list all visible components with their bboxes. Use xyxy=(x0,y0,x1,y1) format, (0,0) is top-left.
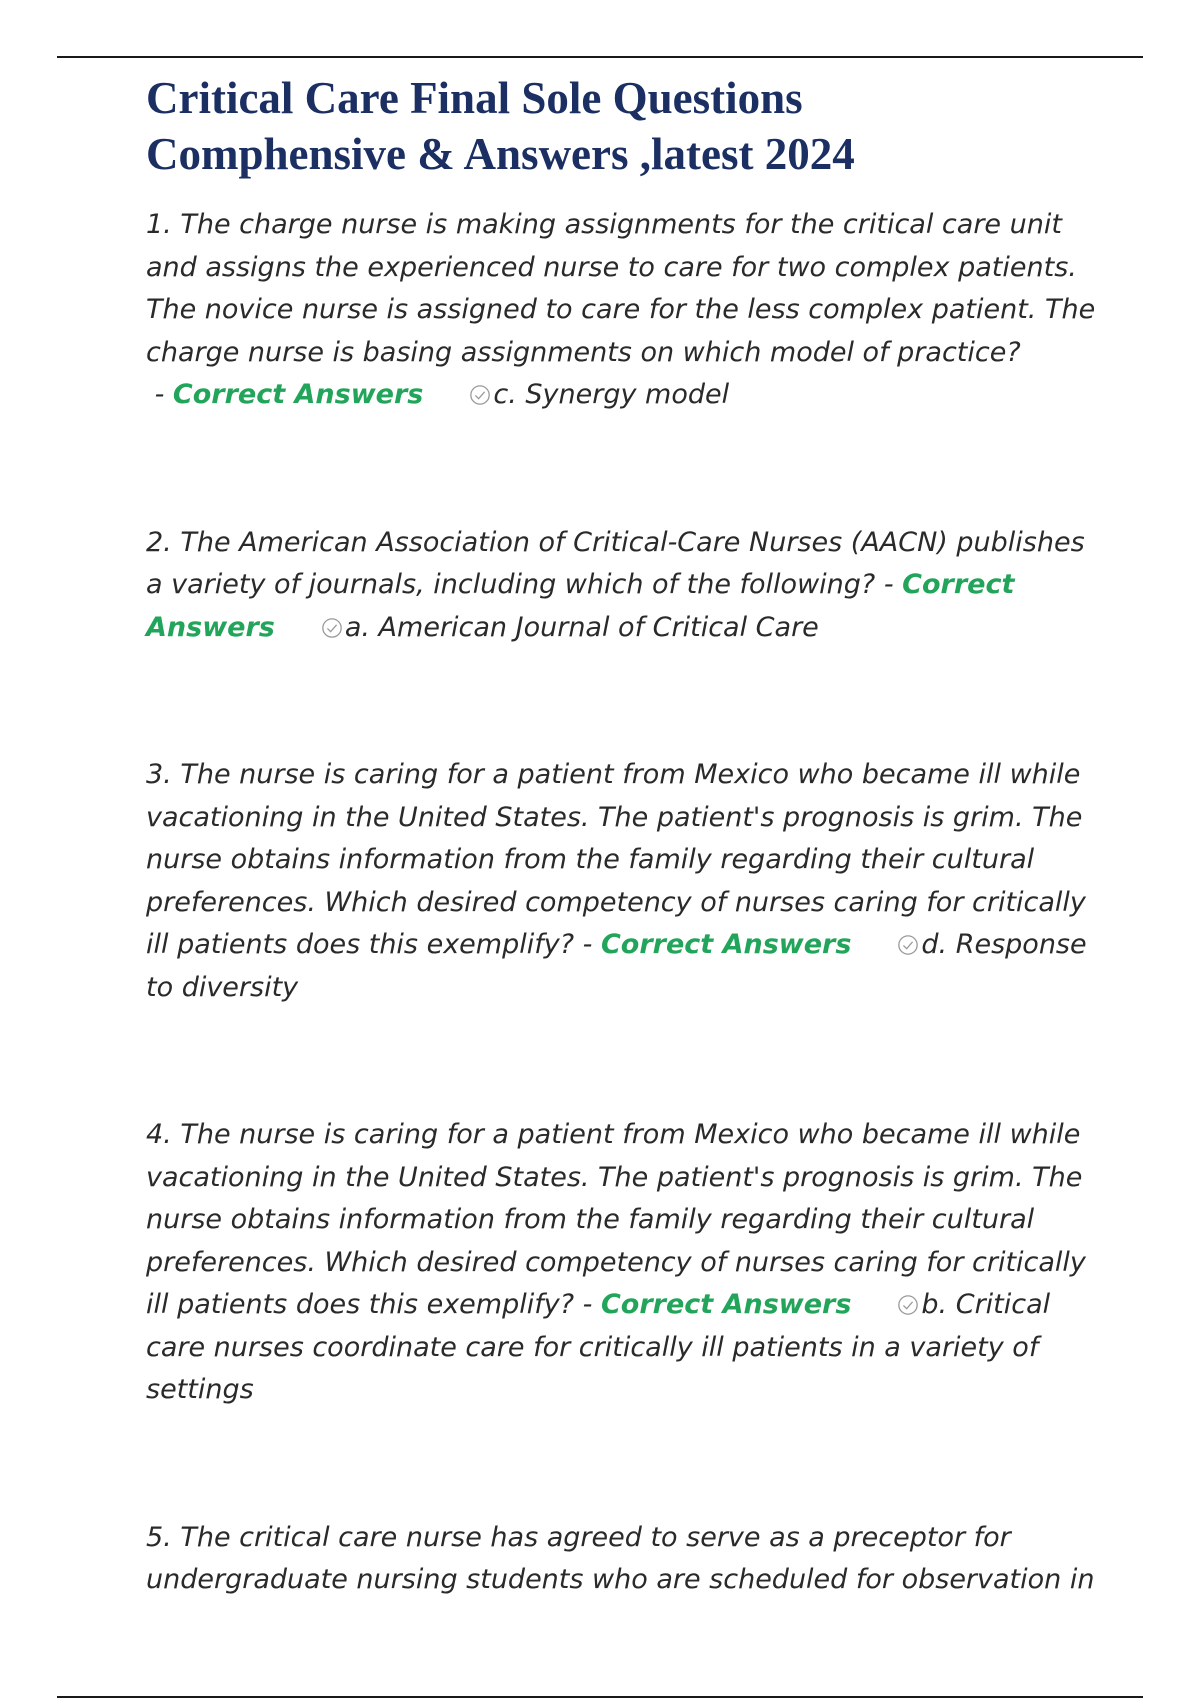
check-circle-icon xyxy=(897,1294,919,1316)
separator: - xyxy=(146,379,173,410)
question-text: 2. The American Association of Critical-Care Nurses (AACN) publishes a variety of journals, including which of the following? xyxy=(146,526,1085,600)
check-circle-icon xyxy=(897,934,919,956)
document-page xyxy=(146,70,1106,1707)
question-item xyxy=(146,1517,1106,1602)
separator: - xyxy=(875,569,903,600)
correct-answers-label: Correct Answers xyxy=(146,569,1015,643)
answer-text: c. Synergy model xyxy=(493,379,730,410)
separator: - xyxy=(574,1289,601,1320)
bottom-rule xyxy=(57,1696,1143,1698)
question-text: 1. The charge nurse is making assignments for the critical care unit and assigns the experienced nurse to care for two complex patients. The novice nurse is assigned to care for the less complex patient. The charge nurse is basing assignments on which model of practice? xyxy=(146,209,1096,368)
correct-answers-label: Correct Answers xyxy=(600,929,852,960)
answer-text: d. Response to diversity xyxy=(146,929,1087,1003)
title-line-2: Comphensive & Answers ,latest 2024 xyxy=(146,129,855,179)
question-text: 4. The nurse is caring for a patient from Mexico who became ill while vacationing in the United States. The patient's prognosis is grim. The nurse obtains information from the family regarding their cultural preferences. Which desired competency of nurses caring for critically ill patients does this exemplify? xyxy=(146,1119,1086,1320)
correct-answers-label: Correct Answers xyxy=(600,1289,852,1320)
answer-text: b. Critical care nurses coordinate care for critically ill patients in a variety of settings xyxy=(146,1289,1051,1405)
check-circle-icon xyxy=(469,384,491,406)
question-item xyxy=(146,522,1106,650)
top-rule xyxy=(57,56,1143,58)
correct-answers-label: Correct Answers xyxy=(172,379,424,410)
question-text: 5. The critical care nurse has agreed to serve as a preceptor for undergraduate nursing students who are scheduled for observation in xyxy=(146,1521,1095,1595)
question-text: 3. The nurse is caring for a patient from Mexico who became ill while vacationing in the United States. The patient's prognosis is grim. The nurse obtains information from the family regarding their cultural preferences. Which desired competency of nurses caring for critically ill patients does this exemplify? xyxy=(146,759,1086,960)
question-item xyxy=(146,754,1106,1009)
question-list xyxy=(146,204,1106,1602)
document-title xyxy=(146,70,1106,182)
question-item xyxy=(146,204,1106,417)
answer-text: a. American Journal of Critical Care xyxy=(344,611,819,643)
question-item xyxy=(146,1114,1106,1412)
separator: - xyxy=(574,929,601,960)
title-line-1: Critical Care Final Sole Questions xyxy=(146,73,803,123)
check-circle-icon xyxy=(321,617,343,639)
